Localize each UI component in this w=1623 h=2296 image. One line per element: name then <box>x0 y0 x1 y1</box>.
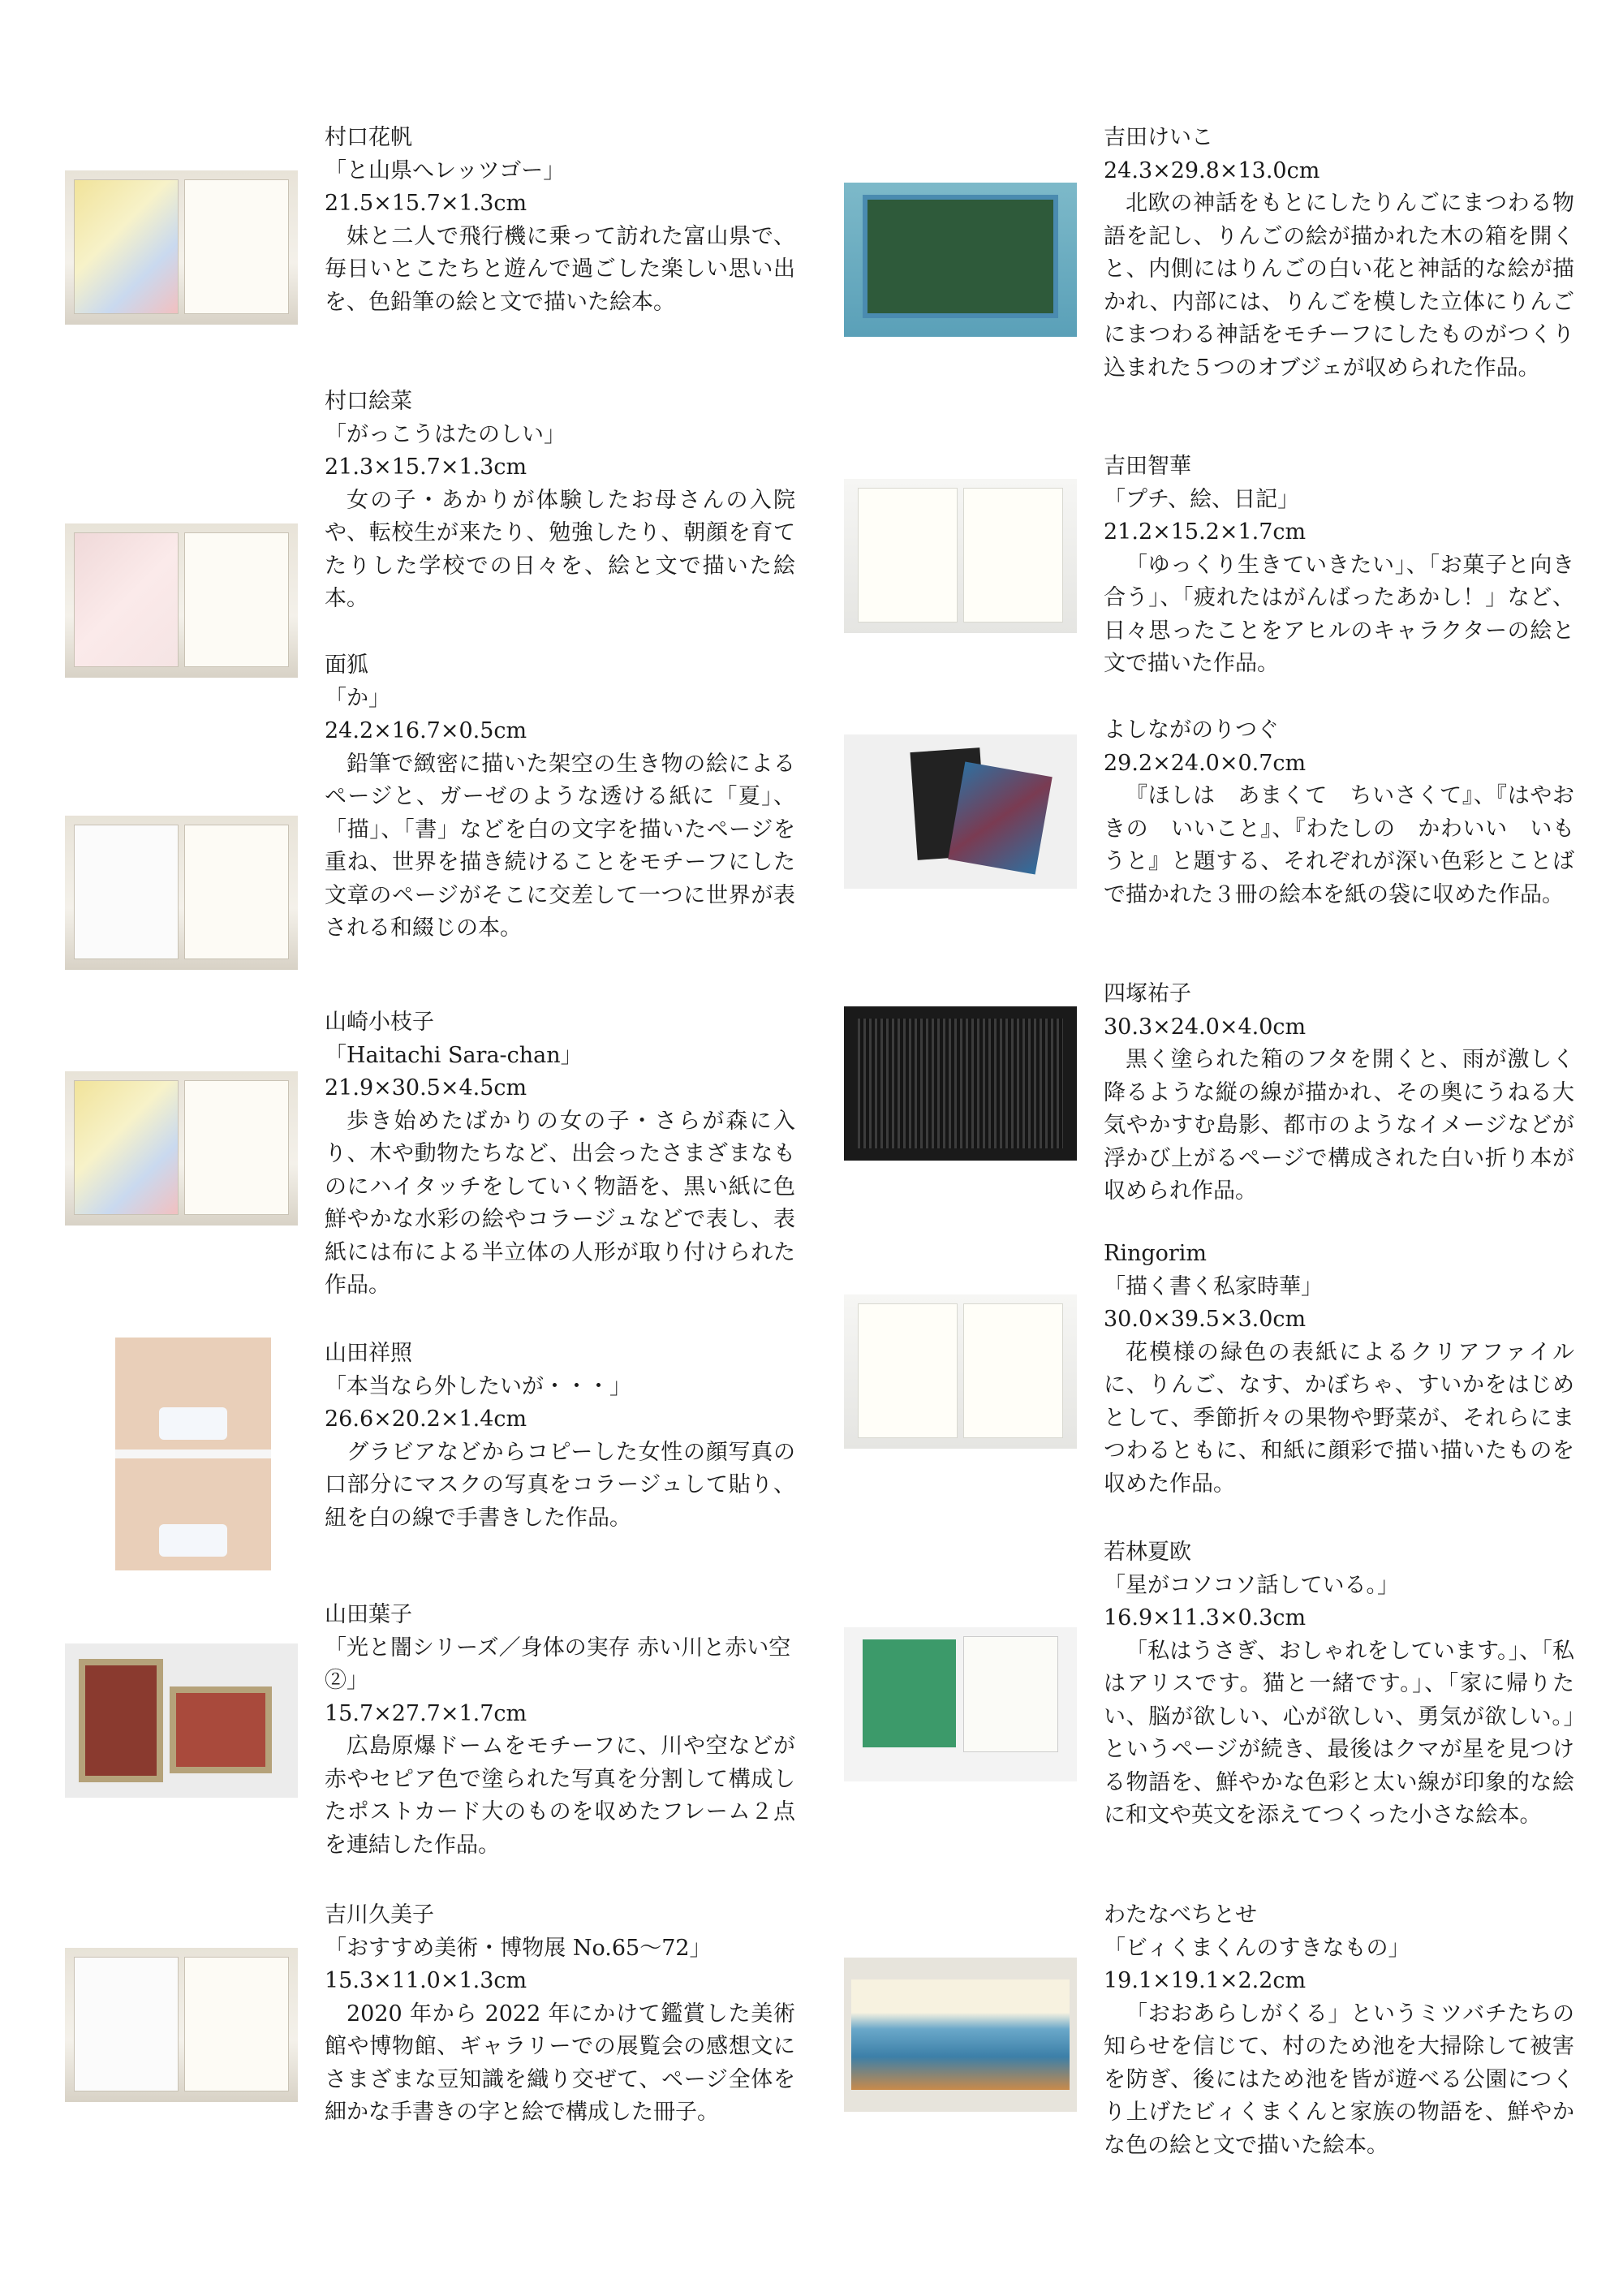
work-title: 「か」 <box>325 685 390 711</box>
entry-text <box>325 1599 795 1862</box>
artist-name: 吉田けいこ <box>1104 125 1213 150</box>
work-size: 21.2×15.2×1.7cm <box>1104 519 1307 545</box>
wooden-box-apple-objects-photo <box>844 183 1077 337</box>
entry-text <box>1104 714 1574 911</box>
work-title: 「本当なら外したいが・・・」 <box>325 1373 631 1399</box>
work-description: 鉛筆で緻密に描いた架空の生き物の絵によるページと、ガーゼのような透ける紙に「夏」、「描」、「書」などを白の文字を描いたページを重ね、世界を描き続けることをモチーフにした文章のページがそこに交差して一つに世界が表される和綴じの本。 <box>325 751 795 941</box>
artist-name: わたなべちとせ <box>1104 1902 1257 1928</box>
entry-muraguchi-ena <box>65 386 795 621</box>
entry-text <box>325 122 795 319</box>
work-size: 30.3×24.0×4.0cm <box>1104 1014 1307 1040</box>
work-title: 「がっこうはたのしい」 <box>325 421 566 447</box>
entry-menko <box>65 649 795 990</box>
entry-yoshikawa-kumiko <box>65 1899 795 2175</box>
work-title: 「プチ、絵、日記」 <box>1104 486 1300 512</box>
children-picture-book-airplane-photo <box>65 170 298 325</box>
work-size: 15.3×11.0×1.3cm <box>325 1968 527 1993</box>
work-size: 29.2×24.0×0.7cm <box>1104 750 1307 776</box>
work-size: 16.9×11.3×0.3cm <box>1104 1605 1307 1630</box>
work-title: 「星がコソコソ話している。」 <box>1104 1572 1399 1598</box>
work-description: 北欧の神話をもとにしたりんごにまつわる物語を記し、りんごの絵が描かれた木の箱を開くと、内側にはりんごの白い花と神話的な絵が描かれ、内部には、りんごを模した立体にりんごにまつわる神話をモチーフにしたものがつくり込まれた５つのオブジェが収められた作品。 <box>1104 191 1574 381</box>
entry-yamada-yoko <box>65 1599 795 1859</box>
entry-yoshinaga-noritsugu <box>844 714 1574 950</box>
work-description: 『ほしは あまくて ちいさくて』、『はやおきの いいこと』、『わたしの かわいい いもうと』と題する、それぞれが深い色彩とことばで描かれた３冊の絵本を紙の袋に収めた作品。 <box>1104 783 1574 907</box>
black-box-rain-lines-photo <box>844 1006 1077 1161</box>
artist-name: 吉川久美子 <box>325 1902 434 1928</box>
bear-story-picture-book-photo <box>844 1958 1077 2112</box>
entry-muraguchi-kaho <box>65 122 795 357</box>
work-description: 「おおあらしがくる」というミツバチたちの知らせを信じて、村のため池を大掃除して被害を防ぎ、後にはため池を皆が遊べる公園につくり上げたビィくまくんと家族の物語を、鮮やかな色の絵と文で描いた絵本。 <box>1104 2001 1574 2158</box>
open-diary-book-photo <box>844 479 1077 633</box>
entry-text <box>325 386 795 616</box>
two-framed-photos-photo <box>65 1643 298 1798</box>
haitachi-sara-chan-book-photo <box>65 1071 298 1226</box>
work-size: 24.2×16.7×0.5cm <box>325 718 527 743</box>
work-size: 26.6×20.2×1.4cm <box>325 1406 527 1432</box>
entry-yoshida-chika <box>844 450 1574 686</box>
handwritten-booklet-photo <box>65 1948 298 2102</box>
artist-name: 村口絵菜 <box>325 389 412 414</box>
small-picture-book-green-page-photo <box>844 1627 1077 1781</box>
work-title: 「おすすめ美術・博物展 No.65〜72」 <box>325 1935 712 1961</box>
entry-yoshida-keiko <box>844 122 1574 422</box>
work-description: グラビアなどからコピーした女性の顔写真の口部分にマスクの写真をコラージュして貼り、紐を白の線で手書きした作品。 <box>325 1439 795 1531</box>
entry-yotsuzuka-yuko <box>844 978 1574 1213</box>
right-column <box>844 0 1574 2296</box>
work-title: 「Haitachi Sara-chan」 <box>325 1042 583 1068</box>
japanese-bound-book-pencil-drawing-photo <box>65 816 298 970</box>
artist-name: 四塚祐子 <box>1104 981 1191 1006</box>
entry-text <box>325 1899 795 2130</box>
artist-name: 山田祥照 <box>325 1341 412 1366</box>
work-size: 30.0×39.5×3.0cm <box>1104 1307 1307 1332</box>
artist-name: 吉田智華 <box>1104 454 1191 479</box>
entry-text <box>1104 122 1574 385</box>
work-description: 2020 年から 2022 年にかけて鑑賞した美術館や博物館、ギャラリーでの展覧会の感想文にさまざまな豆知識を織り交ぜて、ページ全体を細かな手書きの字と絵で構成した冊子。 <box>325 2001 795 2125</box>
entry-text <box>325 1338 795 1535</box>
work-description: 花模様の緑色の表紙によるクリアファイルに、りんご、なす、かぼちゃ、すいかをはじめとして、季節折々の果物や野菜が、それらにまつわるともに、和紙に顔彩で描い描いたものを収めた作品。 <box>1104 1339 1574 1497</box>
work-size: 21.9×30.5×4.5cm <box>325 1075 527 1101</box>
entry-ringorim <box>844 1238 1574 1506</box>
work-description: 「私はうさぎ、おしゃれをしています。」、「私はアリスです。猫と一緒です。」、「家に帰りたい、脳が欲しい、心が欲しい、勇気が欲しい。」というページが続き、最後はクマが星を見つける物語を、鮮やかな色彩と太い線が印象的な絵に和文や英文を添えてつくった小さな絵本。 <box>1104 1638 1574 1828</box>
entry-text <box>1104 1238 1574 1501</box>
entry-text <box>1104 1536 1574 1833</box>
work-size: 21.3×15.7×1.3cm <box>325 454 527 480</box>
entry-text <box>325 1006 795 1303</box>
three-picture-books-photo <box>844 734 1077 889</box>
entry-text <box>325 649 795 946</box>
entry-text <box>1104 1899 1574 2162</box>
entry-yamada-yoshiteru <box>65 1338 795 1573</box>
artist-name: Ringorim <box>1104 1241 1208 1266</box>
artist-name: 村口花帆 <box>325 125 412 150</box>
work-title: 「ビィくまくんのすきなもの」 <box>1104 1935 1410 1961</box>
artist-name: よしながのりつぐ <box>1104 717 1279 743</box>
artist-name: 山崎小枝子 <box>325 1010 434 1035</box>
work-description: 広島原爆ドームをモチーフに、川や空などが赤やセピア色で塗られた写真を分割して構成したポストカード大のものを収めたフレーム２点を連結した作品。 <box>325 1734 795 1858</box>
work-title: 「描く書く私家時華」 <box>1104 1273 1323 1299</box>
work-title: 「と山県へレッツゴー」 <box>325 157 566 183</box>
artist-name: 若林夏欧 <box>1104 1540 1191 1565</box>
left-column <box>65 0 795 2296</box>
work-description: 妹と二人で飛行機に乗って訪れた富山県で、毎日いとこたちと遊んで過ごした楽しい思い出を、色鉛筆の絵と文で描いた絵本。 <box>325 223 795 315</box>
work-size: 24.3×29.8×13.0cm <box>1104 157 1320 183</box>
entry-wakabayashi-natsuo <box>844 1536 1574 1845</box>
work-size: 19.1×19.1×2.2cm <box>1104 1968 1307 1993</box>
entry-text <box>1104 978 1574 1208</box>
entry-text <box>1104 450 1574 681</box>
work-description: 黒く塗られた箱のフタを開くと、雨が激しく降るような縦の線が描かれ、その奥にうねる大気やかすむ島影、都市のようなイメージなどが浮かび上がるページで構成された白い折り本が収められ作品。 <box>1104 1047 1574 1204</box>
work-size: 15.7×27.7×1.7cm <box>325 1700 527 1726</box>
artist-name: 山田葉子 <box>325 1602 412 1627</box>
work-size: 21.5×15.7×1.3cm <box>325 191 527 216</box>
work-description: 歩き始めたばかりの女の子・さらが森に入り、木や動物たちなど、出会ったさまざまなものにハイタッチをしていく物語を、黒い紙に色鮮やかな水彩の絵やコラージュなどで表し、表紙には布による半立体の人形が取り付けられた作品。 <box>325 1108 795 1298</box>
clear-file-vegetable-drawings-photo <box>844 1294 1077 1449</box>
work-description: 「ゆっくり生きていきたい」、「お菓子と向き合う」、「疲れたはがんばったあかし！」など、日々思ったことをアヒルのキャラクターの絵と文で描いた作品。 <box>1104 552 1574 676</box>
work-description: 女の子・あかりが体験したお母さんの入院や、転校生が来たり、勉強したり、朝顔を育てたりした学校での日々を、絵と文で描いた絵本。 <box>325 487 795 611</box>
work-title: 「光と闇シリーズ／身体の実存 赤い川と赤い空②」 <box>325 1635 791 1693</box>
entry-yamazaki-saeko <box>65 1006 795 1315</box>
entry-watanabe-chitose <box>844 1899 1574 2208</box>
masked-face-collage-photo <box>115 1338 271 1570</box>
artist-name: 面狐 <box>325 653 368 678</box>
